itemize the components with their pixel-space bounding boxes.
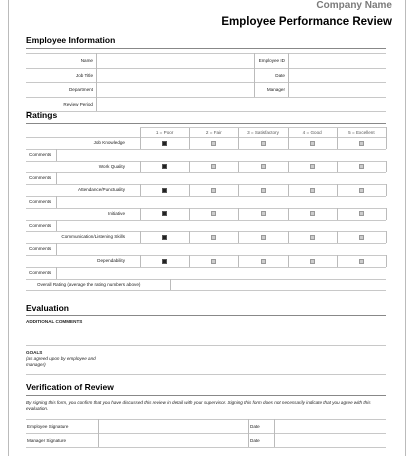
rating-col-line xyxy=(386,137,387,149)
rating-checkbox[interactable] xyxy=(310,211,315,216)
rating-checkbox[interactable] xyxy=(162,164,167,169)
company-name: Company Name xyxy=(316,0,392,11)
rating-col-line xyxy=(238,161,239,173)
info-value-field[interactable] xyxy=(289,54,385,67)
rating-col-line xyxy=(238,184,239,196)
rating-checkbox[interactable] xyxy=(162,259,167,264)
rating-checkbox[interactable] xyxy=(310,259,315,264)
rating-scale-header: 1 = Poor xyxy=(155,130,174,135)
info-label: Department xyxy=(68,87,93,92)
rating-col-line xyxy=(189,231,190,243)
section-divider xyxy=(26,123,386,124)
overall-rating-label: Overall Rating (average the rating numbers above) xyxy=(37,281,141,287)
comments-label: Comments xyxy=(29,151,52,157)
rating-col-line xyxy=(189,184,190,196)
comments-label: Comments xyxy=(29,199,52,204)
date-field[interactable] xyxy=(275,420,385,432)
rating-checkbox[interactable] xyxy=(211,235,216,240)
rating-checkbox[interactable] xyxy=(261,211,266,216)
rating-row-line xyxy=(140,127,386,128)
info-label: Name xyxy=(80,58,93,63)
signature-field[interactable] xyxy=(99,420,247,432)
rating-col-line xyxy=(189,161,190,173)
rating-checkbox[interactable] xyxy=(359,235,364,240)
rating-checkbox[interactable] xyxy=(310,235,315,240)
rating-checkbox[interactable] xyxy=(261,235,266,240)
comments-field[interactable] xyxy=(57,244,385,254)
rating-scale-header: 3 = Satisfactory xyxy=(247,130,279,135)
section-divider xyxy=(26,395,386,396)
rating-col-line xyxy=(238,255,239,267)
rating-checkbox[interactable] xyxy=(261,188,266,193)
info-value-field[interactable] xyxy=(97,83,253,96)
rating-row-line xyxy=(26,290,386,291)
comments-field[interactable] xyxy=(57,221,385,231)
rating-col-line xyxy=(337,184,338,196)
rating-col-line xyxy=(386,255,387,267)
date-label: Date xyxy=(250,438,260,443)
rating-scale-header: 2 = Fair xyxy=(205,130,222,135)
section-divider xyxy=(26,48,386,49)
evaluation-heading: Evaluation xyxy=(26,303,69,313)
comments-label: Comments xyxy=(29,246,52,252)
rating-checkbox[interactable] xyxy=(261,141,266,146)
rating-col-line xyxy=(140,255,141,267)
rating-col-line xyxy=(238,208,239,220)
rating-checkbox[interactable] xyxy=(162,141,167,146)
rating-checkbox[interactable] xyxy=(211,211,216,216)
criterion-label: Initiative xyxy=(108,210,125,216)
rating-checkbox[interactable] xyxy=(310,188,315,193)
rating-col-line xyxy=(288,231,289,243)
rating-col-line xyxy=(238,231,239,243)
date-field[interactable] xyxy=(275,434,385,446)
goals-label: GOALS xyxy=(26,350,43,355)
rating-col-line xyxy=(386,231,387,243)
signature-label: Employee Signature xyxy=(27,424,69,429)
goals-line xyxy=(26,374,386,375)
signature-col-line xyxy=(248,419,249,447)
rating-checkbox[interactable] xyxy=(310,164,315,169)
rating-checkbox[interactable] xyxy=(211,141,216,146)
comments-label: Comments xyxy=(29,175,52,181)
info-label: Review Period xyxy=(63,101,93,107)
comments-label: Comments xyxy=(29,269,52,275)
criterion-label: Dependability xyxy=(97,258,125,263)
signature-field[interactable] xyxy=(99,434,247,446)
rating-col-line xyxy=(337,161,338,173)
info-value-field[interactable] xyxy=(97,69,253,82)
criterion-label: Communication/Listening Skills xyxy=(61,234,125,240)
rating-col-line xyxy=(140,231,141,243)
comments-label: Comments xyxy=(29,222,52,228)
comments-field[interactable] xyxy=(57,173,385,183)
info-value-field[interactable] xyxy=(97,54,253,67)
info-value-field[interactable] xyxy=(97,98,385,111)
rating-col-line xyxy=(189,255,190,267)
rating-checkbox[interactable] xyxy=(162,211,167,216)
rating-col-line xyxy=(337,208,338,220)
section-divider xyxy=(26,315,386,316)
rating-row-line xyxy=(26,231,386,232)
rating-col-line xyxy=(288,208,289,220)
info-label: Employee ID xyxy=(258,58,285,63)
rating-col-line xyxy=(337,231,338,243)
rating-checkbox[interactable] xyxy=(261,259,266,264)
signature-row-line xyxy=(26,447,386,448)
rating-row-line xyxy=(26,255,386,256)
rating-checkbox[interactable] xyxy=(162,188,167,193)
rating-col-line xyxy=(386,127,387,137)
criterion-label: Attendance/Punctuality xyxy=(78,187,125,193)
rating-checkbox[interactable] xyxy=(359,188,364,193)
rating-checkbox[interactable] xyxy=(162,235,167,240)
rating-col-line xyxy=(386,184,387,196)
comments-field[interactable] xyxy=(57,150,385,160)
info-col-line xyxy=(254,53,255,97)
goals-note: (as agreed upon by employee and manager) xyxy=(26,356,96,367)
form-title: Employee Performance Review xyxy=(221,16,392,28)
info-value-field[interactable] xyxy=(289,83,385,96)
rating-col-line xyxy=(189,208,190,220)
ratings-heading: Ratings xyxy=(26,110,58,120)
criterion-label: Work Quality xyxy=(98,163,125,169)
rating-scale-header: 4 = Good xyxy=(302,130,322,135)
rating-col-line xyxy=(238,137,239,149)
info-label: Job Title xyxy=(75,72,93,78)
info-label: Date xyxy=(275,72,285,78)
criterion-label: Job Knowledge xyxy=(93,140,125,145)
rating-col-line xyxy=(288,137,289,149)
rating-col-line xyxy=(288,184,289,196)
info-value-field[interactable] xyxy=(289,69,385,82)
additional-comments-line xyxy=(26,345,386,346)
rating-checkbox[interactable] xyxy=(310,141,315,146)
rating-col-line xyxy=(140,137,141,149)
rating-row-line xyxy=(26,137,386,138)
rating-col-line xyxy=(386,208,387,220)
rating-col-line xyxy=(288,161,289,173)
rating-col-line xyxy=(189,137,190,149)
info-label: Manager xyxy=(266,87,285,92)
rating-col-line xyxy=(140,208,141,220)
rating-checkbox[interactable] xyxy=(359,141,364,146)
additional-comments-label: ADDITIONAL COMMENTS xyxy=(26,319,83,324)
rating-checkbox[interactable] xyxy=(211,164,216,169)
rating-col-line xyxy=(337,137,338,149)
comments-field[interactable] xyxy=(57,268,385,278)
rating-row-line xyxy=(26,161,386,162)
rating-checkbox[interactable] xyxy=(211,259,216,264)
overall-rating-field[interactable] xyxy=(171,280,385,290)
comments-field[interactable] xyxy=(57,197,385,207)
rating-col-line xyxy=(140,184,141,196)
rating-checkbox[interactable] xyxy=(261,164,266,169)
date-label: Date xyxy=(250,424,260,429)
verification-heading: Verification of Review xyxy=(26,382,114,392)
signature-label: Manager Signature xyxy=(27,438,67,443)
rating-checkbox[interactable] xyxy=(359,164,364,169)
rating-col-line xyxy=(288,255,289,267)
verification-statement: By signing this form, you confirm that you have discussed this review in detail with your supervisor. Signing this form does not necessarily indicate that you agree with this evaluation. xyxy=(26,400,371,411)
rating-col-line xyxy=(140,161,141,173)
employee-info-heading: Employee Information xyxy=(26,35,116,45)
rating-col-line xyxy=(337,255,338,267)
rating-checkbox[interactable] xyxy=(359,211,364,216)
rating-checkbox[interactable] xyxy=(359,259,364,264)
rating-row-line xyxy=(26,184,386,185)
info-row-line xyxy=(26,111,386,112)
rating-row-line xyxy=(26,208,386,209)
rating-col-line xyxy=(386,161,387,173)
rating-checkbox[interactable] xyxy=(211,188,216,193)
rating-scale-header: 5 = Excellent xyxy=(348,130,375,135)
